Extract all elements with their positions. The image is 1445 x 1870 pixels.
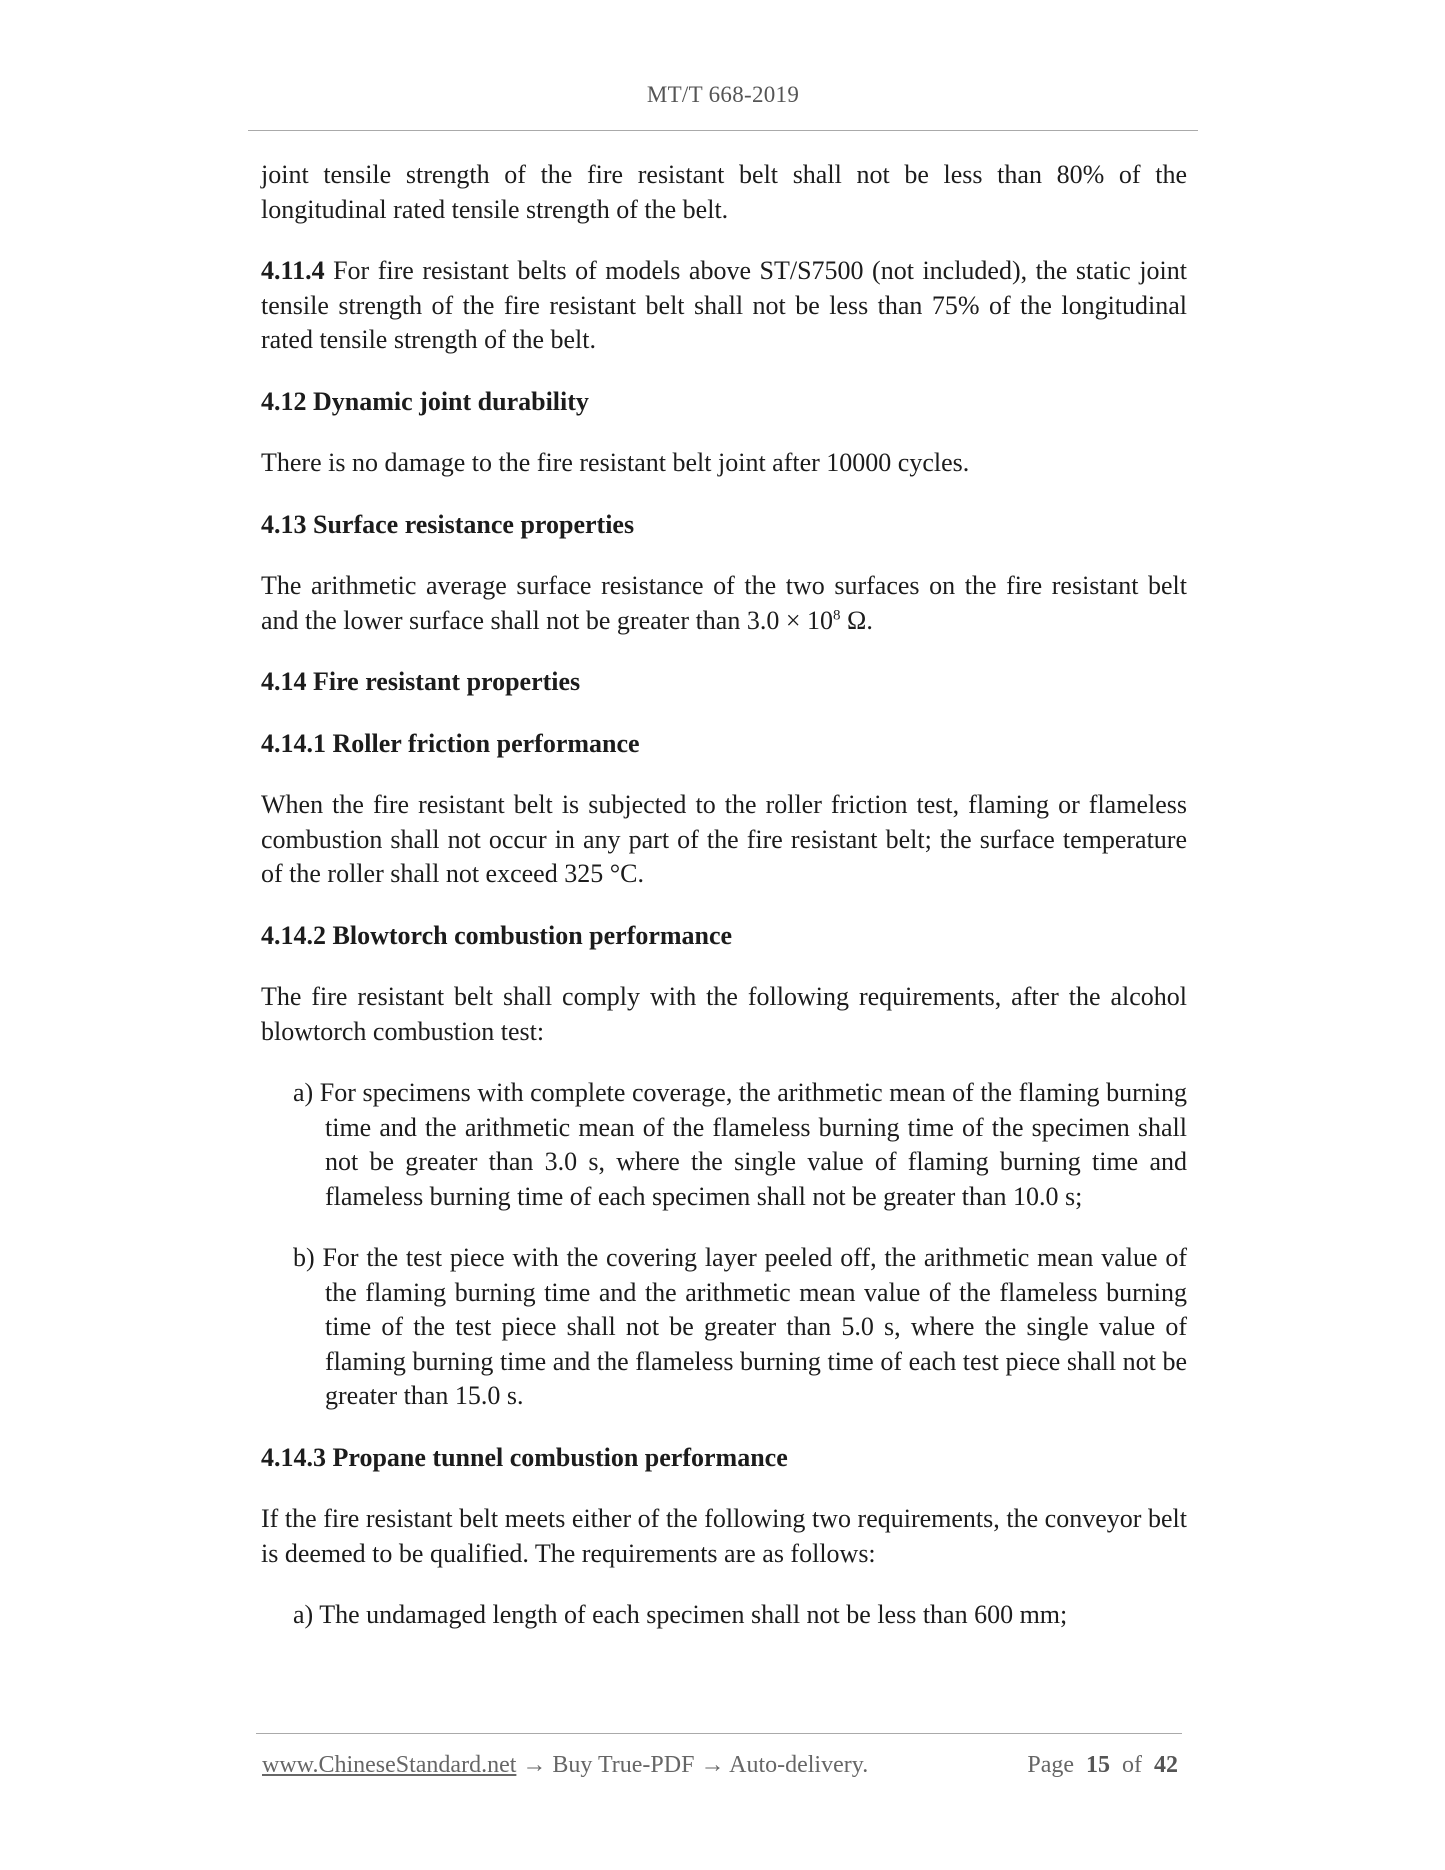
footer-left: [262, 1752, 868, 1779]
footer-tagline: → Buy True-PDF → Auto-delivery.: [516, 1752, 869, 1778]
page-total: 42: [1154, 1752, 1178, 1778]
heading-4-14: 4.14 Fire resistant properties: [261, 667, 581, 696]
heading-4-14-3: 4.14.3 Propane tunnel combustion performance: [261, 1442, 788, 1472]
heading-4-14-1: 4.14.1 Roller friction performance: [261, 728, 640, 758]
page-indicator: [1027, 1752, 1178, 1779]
unit: Ω.: [840, 605, 873, 635]
clause-4-11-4: [261, 254, 1187, 358]
paragraph-4-12: There is no damage to the fire resistant belt joint after 10000 cycles.: [261, 448, 970, 477]
paragraph-4-13: [261, 569, 1187, 638]
heading-4-14-2: 4.14.2 Blowtorch combustion performance: [261, 920, 733, 950]
continued-paragraph: joint tensile strength of the fire resistant belt shall not be less than 80% of the longitudinal rated tensile strength of the belt.: [261, 160, 1187, 224]
list-item-a: a) The undamaged length of each specimen shall not be less than 600 mm;: [293, 1600, 1068, 1629]
page-body: [261, 158, 1187, 1660]
heading-4-13: 4.13 Surface resistance properties: [261, 509, 635, 539]
paragraph-4-14-1: When the fire resistant belt is subjected to the roller friction test, flaming or flameless combustion shall not occur in any part of the fire resistant belt; the surface temperature of the roller shall not exceed 325 °C.: [261, 790, 1187, 888]
running-header: MT/T 668-2019: [646, 82, 800, 107]
page-label: Page: [1027, 1752, 1074, 1778]
page-number: 15: [1086, 1752, 1110, 1778]
list-item-a: a) For specimens with complete coverage, the arithmetic mean of the flaming burning time and the arithmetic mean of the flameless burning time of the specimen shall not be greater than 3.0 s, where the single value of flaming burning time and flameless burning time of each specimen shall not be greater than 10.0 s;: [293, 1078, 1187, 1211]
paragraph-4-14-3: If the fire resistant belt meets either of the following two requirements, the conveyor belt is deemed to be qualified. The requirements are as follows:: [261, 1504, 1187, 1568]
clause-number: 4.11.4: [261, 256, 325, 285]
exponent: 8: [833, 606, 841, 623]
paragraph-4-13-text: The arithmetic average surface resistance of the two surfaces on the fire resistant belt and the lower surface shall not be greater than 3.0 × 10: [261, 571, 1187, 635]
of-label: of: [1122, 1752, 1142, 1778]
header-divider: [248, 130, 1198, 131]
paragraph-4-14-2: The fire resistant belt shall comply with the following requirements, after the alcohol blowtorch combustion test:: [261, 982, 1187, 1046]
clause-text: For fire resistant belts of models above ST/S7500 (not included), the static joint tensile strength of the fire resistant belt shall not be less than 75% of the longitudinal rated tensile strength of the belt.: [261, 256, 1187, 354]
website-link[interactable]: www.ChineseStandard.net: [262, 1752, 517, 1778]
footer-divider: [256, 1733, 1182, 1734]
heading-4-12: 4.12 Dynamic joint durability: [261, 386, 589, 416]
list-item-b: b) For the test piece with the covering layer peeled off, the arithmetic mean value of the flaming burning time and the arithmetic mean value of the flameless burning time of the test piece shall not be greater than 5.0 s, where the single value of flaming burning time and the flameless burning time of each test piece shall not be greater than 15.0 s.: [293, 1243, 1187, 1410]
